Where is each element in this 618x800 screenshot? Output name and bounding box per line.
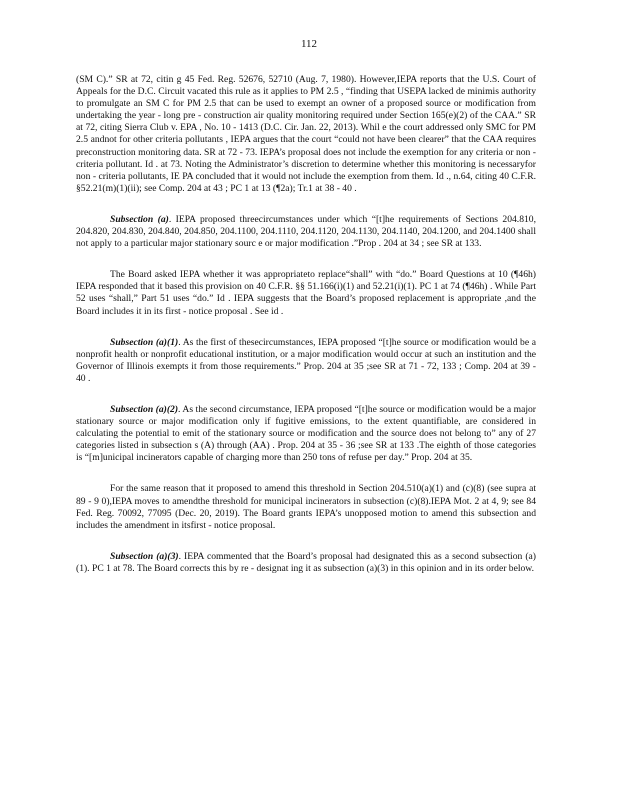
paragraph-subsection-a3	[76, 551, 536, 575]
paragraph-text: For the same reason that it proposed to amend this threshold in Section 204.510(a)(1) and (c)(8) (see supra at 89 - 9 0),IEPA moves to amendthe threshold for municipal incinerators in subsection (c)(8).IEPA Mot. 2 at 4, 9; see 84 Fed. Reg. 70092, 77095 (Dec. 20, 2019). The Board grants IEPA’s unopposed motion to amend this subsection and includes the amendment in itsfirst - notice proposal.	[76, 483, 536, 531]
subsection-label: Subsection (a)(2)	[110, 403, 179, 415]
paragraph-subsection-a2	[76, 404, 536, 464]
paragraph-text: . IEPA commented that the Board’s proposal had designated this as a second subsection (a)(1). PC 1 at 78. The Board corrects this by re - designat ing it as subsection (a)(3) in this opinion and in its order below.	[76, 550, 537, 574]
paragraph-text: The Board asked IEPA whether it was appropriateto replace“shall” with “do.” Board Questions at 10 (¶46h) IEPA responded that it based this provision on 40 C.F.R. §§ 51.166(i)(1) and 52.21(i)(1). PC 1 at 74 (¶46h) . While Part 52 uses “shall,” Part 51 uses “do.” Id . IEPA suggests that the Board’s proposed replacement is appropriate ,and the Board includes it in its first - notice proposal . See id .	[76, 269, 536, 317]
page-number: 112	[300, 38, 318, 50]
paragraph-text: . As the second circumstance, IEPA proposed “[t]he source or modification would be a major stationary source or major modification only if fugitive emissions, to the extent quantifiable, are considered in calculating the potential to emit of the stationary source or modification and the source does not belong to” any of 27 categories listed in subsection s (A) through (AA) . Prop. 204 at 35 - 36 ;see SR at 133 .The eighth of those categories is “[m]unicipal incinerators capable of charging more than 250 tons of refuse per day.” Prop. 204 at 35.	[76, 403, 536, 464]
paragraph-text: . As the first of thesecircumstances, IEPA proposed “[t]he source or modification would be a nonprofit health or nonprofit educational institution, or a major modification would occur at such an institution and the Governor of Illinois exempts it from those requirements.” Prop. 204 at 35 ;see SR at 71 - 72, 133 ; Comp. 204 at 39 - 40 .	[76, 336, 536, 384]
subsection-label: Subsection (a)(3)	[110, 550, 179, 562]
paragraph-text: . IEPA proposed threecircumstances under which “[t]he requirements of Sections 204.810, 204.820, 204.830, 204.840, 204.850, 204.1100, 204.1110, 204.1120, 204.1130, 204.1140, 204.1200, and 204.1400 shall not apply to a particular major stationary sourc e or major modification .”Prop . 204 at 34 ; see SR at 133.	[76, 213, 536, 250]
paragraph-subsection-a	[76, 214, 536, 250]
subsection-label: Subsection (a)(1)	[110, 336, 179, 348]
paragraph-board-question	[76, 269, 536, 317]
body-text	[76, 74, 536, 594]
subsection-label: Subsection (a)	[110, 213, 169, 225]
paragraph-text: (SM C).” SR at 72, citin g 45 Fed. Reg. 52676, 52710 (Aug. 7, 1980). However,IEPA reports that the U.S. Court of Appeals for the D.C. Circuit vacated this rule as it applies to PM 2.5 , “finding that USEPA lacked de minimis authority to promulgate an SM C for PM 2.5 that can be used to exempt an owner of a proposed source or modification from undertaking the year - long pre - construction air quality monitoring required under Section 165(e)(2) of the CAA.” SR at 72, citing Sierra Club v. EPA , No. 10 - 1413 (D.C. Cir. Jan. 22, 2013). Whil e the court addressed only SMC for PM 2.5 andnot for other criteria pollutants , IEPA argues that the court “could not have been clearer” that the CAA requires preconstruction monitoring data. SR at 72 - 73. IEPA’s proposal does not include the exemption for any criteria or non - criteria pollutant. Id . at 73. Noting the Administrator’s discretion to determine whether this monitoring is necessaryfor non - criteria pollutants, IE PA concluded that it would not include the exemption from them. Id ., n.64, citing 40 C.F.R. §52.21(m)(1)(ii); see Comp. 204 at 43 ; PC 1 at 13 (¶2a); Tr.1 at 38 - 40 .	[76, 74, 536, 194]
paragraph-continuation	[76, 74, 536, 195]
paragraph-threshold-amendment	[76, 483, 536, 531]
paragraph-subsection-a1	[76, 337, 536, 385]
